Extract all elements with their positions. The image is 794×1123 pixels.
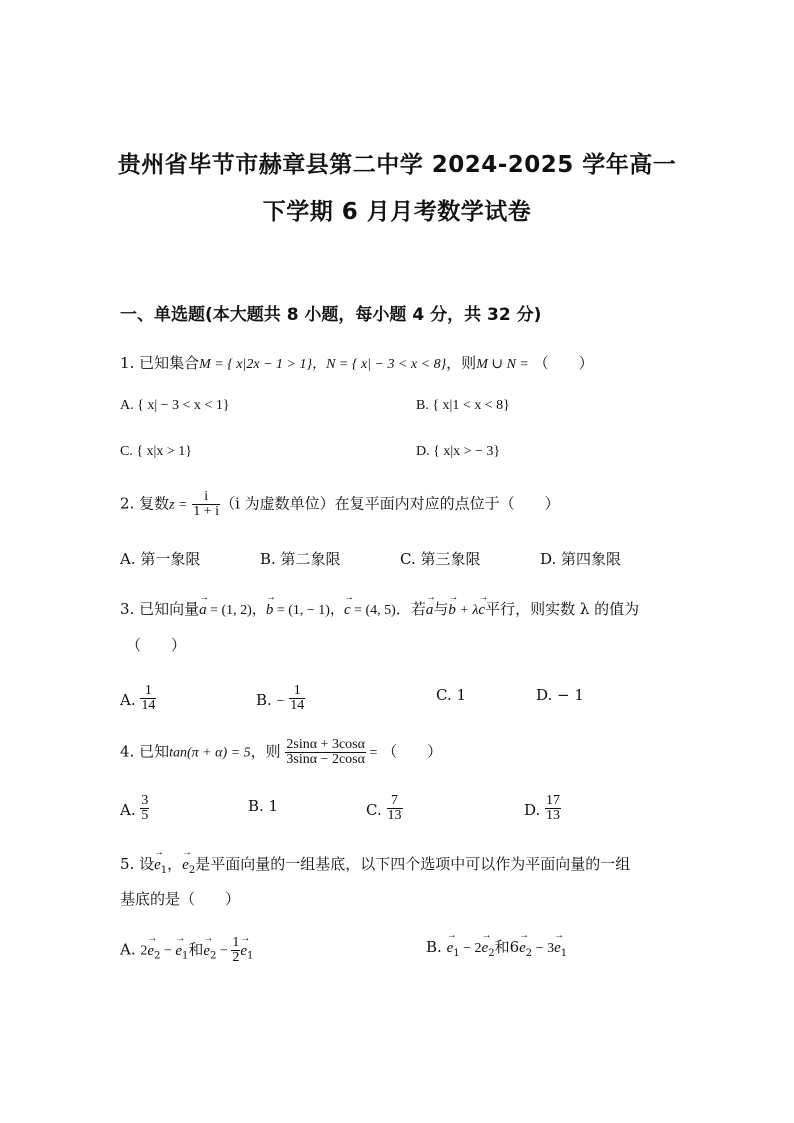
q2-option-b: B. 第二象限 — [260, 550, 341, 568]
q5-option-a: A. $2\to e_2$ − → $e_1$和→ $e_2$ − $\frac{1}{2}$ → $e_1$ — [120, 936, 253, 965]
question-1-stem — [120, 352, 594, 373]
question-4-stem: 4. 已知tan(π + α) = 5，则 $\frac{2\sin\alpha + 3\cos\alpha}{3\sin\alpha - 2\cos\alpha}$ = （ ） — [120, 737, 443, 767]
section-heading: 一、单选题(本大题共 8 小题，每小题 4 分，共 32 分) — [120, 305, 542, 325]
q3-option-a: A. $\frac{1}{14}$ — [120, 683, 156, 713]
q1-sets: M = { x|2x − 1 > 1}，N = { x| − 3 < x < 8} — [199, 357, 447, 372]
question-2-stem — [120, 490, 560, 519]
q4-option-d: D. $\frac{17}{13}$ — [524, 793, 561, 823]
q1-prefix: 1. 已知集合 — [120, 354, 200, 372]
q1-option-a: A. { x| − 3 < x < 1} — [120, 398, 230, 413]
q2-option-c: C. 第三象限 — [400, 550, 481, 568]
q4-tan-expression: tan(π + α) = 5 — [169, 745, 251, 761]
q2-rest: （i 为虚数单位）在复平面内对应的点位于（ ） — [220, 494, 560, 513]
q2-prefix: 2. 复数 — [120, 494, 170, 513]
vector-b: → b — [266, 602, 274, 619]
exam-title-line2: 下学期 6 月月考数学试卷 — [262, 199, 532, 225]
vector-a: → a — [199, 602, 207, 619]
q5-option-b: B. → $e_1 - 2\to e_2$和$6\to e_2 - 3\to e_1$ — [426, 936, 567, 959]
q3-option-b: B. − $\frac{1}{14}$ — [256, 683, 305, 713]
q4-option-a: A. $\frac{3}{5}$ — [120, 793, 149, 823]
q3-option-c: C. 1 — [436, 686, 467, 704]
q1-then: ，则 — [446, 354, 477, 372]
question-5-stem: 5. 设→ $e_1$，→ $e_2$是平面向量的一组基底，以下四个选项中可以作为平面向量的一组 — [120, 853, 630, 876]
q1-answer-blank: （ ） — [528, 354, 594, 372]
question-5-stem-line2: 基底的是（ ） — [120, 890, 241, 908]
q3-option-d: D. − 1 — [536, 686, 584, 704]
q4-option-b: B. 1 — [248, 797, 279, 815]
q1-option-d: D. { x|x > − 3} — [416, 444, 501, 459]
q2-z-eq: z = — [169, 497, 188, 513]
q1-option-b: B. { x|1 < x < 8} — [416, 398, 510, 413]
question-3-stem: 3. 已知向量→ a = (1, 2)，→ b = (1, − 1)，→ c = (4, 5)．若→ a与→ b + λ→ c平行，则实数 λ 的值为 — [120, 598, 639, 619]
q4-option-c: C. $\frac{7}{13}$ — [366, 793, 402, 823]
q1-option-c: C. { x|x > 1} — [120, 444, 192, 459]
q2-fraction: $\frac{i}{1 + i}$ — [193, 489, 220, 519]
vector-c: → c — [344, 602, 351, 619]
q3-answer-blank: （ ） — [126, 636, 187, 654]
q1-union: M ∪ N = — [476, 357, 529, 372]
q2-option-a: A. 第一象限 — [120, 550, 201, 568]
q2-option-d: D. 第四象限 — [540, 550, 622, 568]
exam-title-line1: 贵州省毕节市赫章县第二中学 2024-2025 学年高一 — [117, 152, 677, 178]
q4-fraction: $\frac{2\sin\alpha + 3\cos\alpha}{3\sin\alpha - 2\cos\alpha}$ — [286, 737, 365, 767]
